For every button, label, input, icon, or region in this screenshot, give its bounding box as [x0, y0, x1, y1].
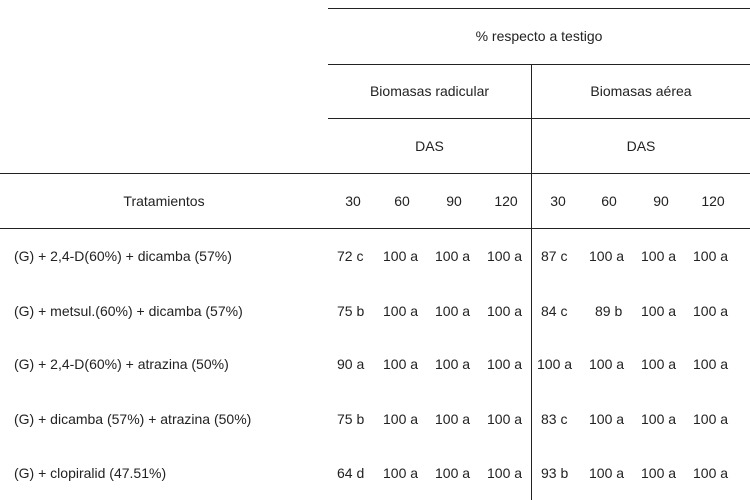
- table-cell: 100 a: [487, 356, 523, 372]
- day-header: 60: [394, 193, 410, 209]
- table-cell: 100 a: [641, 248, 677, 264]
- table-cell: 100 a: [435, 303, 471, 319]
- table-cell: 100 a: [641, 465, 677, 481]
- table-cell: 100 a: [383, 411, 419, 427]
- table-cell: 100 a: [693, 248, 729, 264]
- day-header: 120: [701, 193, 725, 209]
- table-cell: 100 a: [693, 411, 729, 427]
- das-aerial-header: DAS: [626, 138, 656, 154]
- table-cell: 87 c: [541, 248, 568, 264]
- day-header: 60: [601, 193, 617, 209]
- day-header: 120: [494, 193, 518, 209]
- treatments-header: Tratamientos: [123, 193, 205, 209]
- table-cell: 100 a: [435, 248, 471, 264]
- aerial-biomass-header: Biomasas aérea: [590, 83, 692, 99]
- table-cell: 90 a: [337, 356, 365, 372]
- table-cell: 100 a: [537, 356, 573, 372]
- das-root-header: DAS: [415, 138, 444, 154]
- table-cell: 100 a: [693, 303, 729, 319]
- day-header: 30: [345, 193, 361, 209]
- treatment-name: (G) + 2,4-D(60%) + atrazina (50%): [14, 356, 229, 372]
- table-cell: 100 a: [589, 248, 625, 264]
- day-header: 30: [550, 193, 566, 209]
- rule-days: [0, 228, 750, 229]
- table-cell: 100 a: [641, 303, 677, 319]
- root-biomass-header: Biomasas radicular: [369, 83, 490, 99]
- rule-top: [328, 8, 750, 9]
- table-cell: 100 a: [383, 303, 419, 319]
- table-cell: 100 a: [641, 356, 677, 372]
- table-cell: 100 a: [435, 356, 471, 372]
- table-cell: 100 a: [383, 465, 419, 481]
- table-cell: 89 b: [595, 303, 623, 319]
- treatment-name: (G) + clopiralid (47.51%): [14, 465, 167, 481]
- table-cell: 100 a: [693, 356, 729, 372]
- table-cell: 100 a: [693, 465, 729, 481]
- rule-header: [0, 173, 750, 174]
- treatment-name: (G) + dicamba (57%) + atrazina (50%): [14, 411, 252, 427]
- table-cell: 72 c: [337, 248, 364, 264]
- table-cell: 100 a: [435, 465, 471, 481]
- table-cell: 100 a: [589, 465, 625, 481]
- day-header: 90: [653, 193, 669, 209]
- rule-biomass: [328, 118, 750, 119]
- treatment-name: (G) + 2,4-D(60%) + dicamba (57%): [14, 248, 232, 264]
- table-cell: 100 a: [383, 356, 419, 372]
- table-cell: 75 b: [337, 411, 365, 427]
- day-header: 90: [446, 193, 462, 209]
- table-cell: 100 a: [383, 248, 419, 264]
- treatment-name: (G) + metsul.(60%) + dicamba (57%): [14, 303, 243, 319]
- table-cell: 93 b: [541, 465, 569, 481]
- table-cell: 100 a: [487, 248, 523, 264]
- column-divider: [531, 64, 532, 500]
- table-cell: 100 a: [589, 411, 625, 427]
- table-cell: 100 a: [487, 465, 523, 481]
- table-cell: 84 c: [541, 303, 568, 319]
- table-cell: 100 a: [487, 303, 523, 319]
- table-cell: 64 d: [337, 465, 365, 481]
- group-title: % respecto a testigo: [475, 28, 603, 44]
- table-cell: 100 a: [589, 356, 625, 372]
- table-cell: 100 a: [487, 411, 523, 427]
- table-cell: 100 a: [641, 411, 677, 427]
- table-cell: 75 b: [337, 303, 365, 319]
- table-cell: 100 a: [435, 411, 471, 427]
- rule-group: [328, 64, 750, 65]
- table-cell: 83 c: [541, 411, 568, 427]
